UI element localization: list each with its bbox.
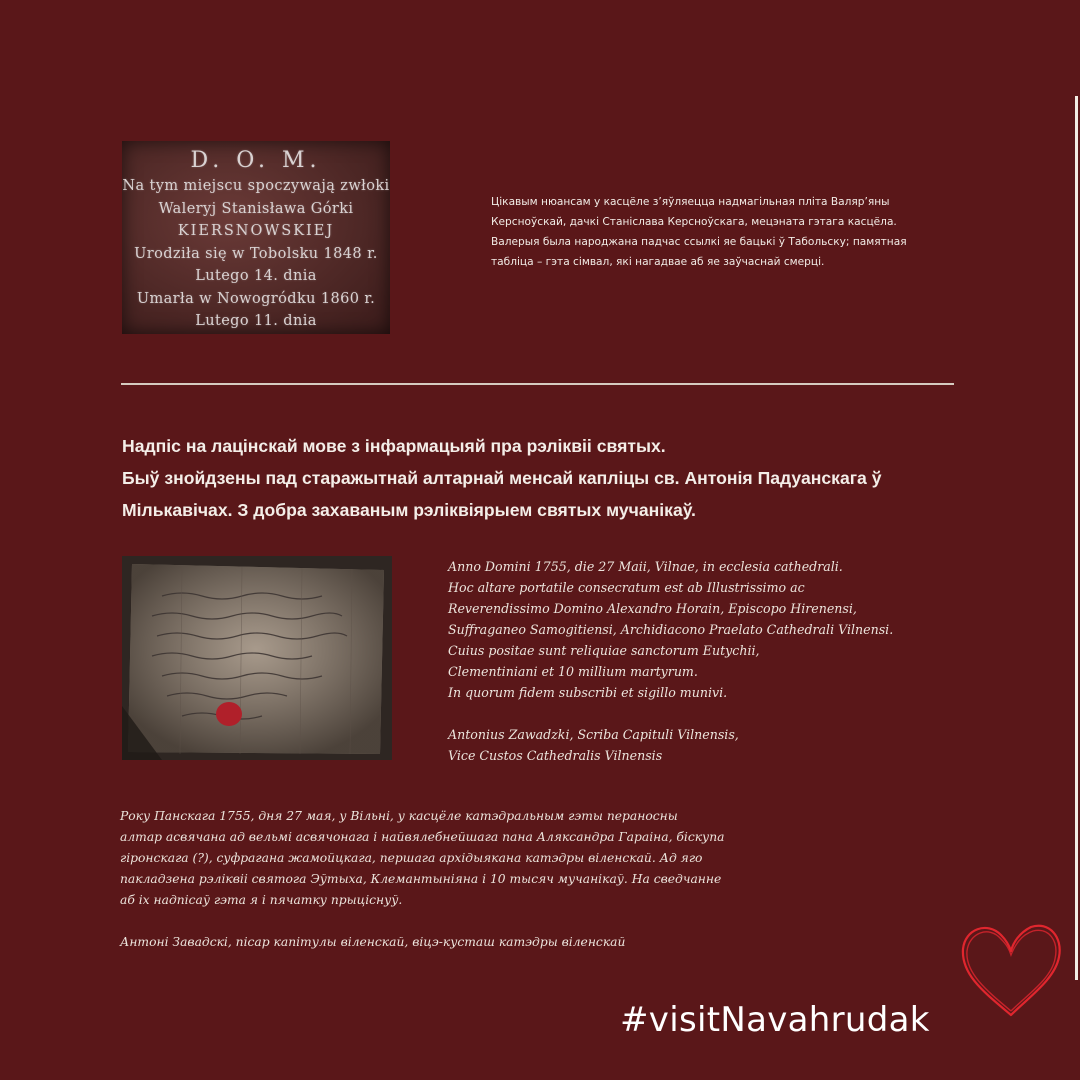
plate-line: Lutego 14. dnia — [195, 268, 317, 284]
plate-line: Waleryj Stanisława Górki — [158, 200, 354, 217]
plate-line: Lutego 11. dnia — [195, 313, 317, 329]
caption-line: табліца – гэта сімвал, які нагадвае аб яе заўчаснай смерці. — [491, 256, 825, 268]
translation-line: Антоні Завадскі, пісар капітулы віленскай, віцэ-кусташ катэдры віленскай — [120, 935, 626, 949]
latin-line: Hoc altare portatile consecratum est ab Illustrissimo ac — [448, 580, 805, 595]
belarusian-translation — [120, 806, 840, 953]
page-edge-strip — [1075, 96, 1078, 980]
caption-line: Керсноўскай, дачкі Станіслава Керсноўскага, мецэната гэтага касцёла. — [491, 216, 897, 228]
heading-line: Мількавічах. З добра захаваным рэлiквiярыем святых мучанікаў. — [122, 500, 696, 520]
latin-line: Cuius positae sunt reliquiae sanctorum Eutychii, — [448, 643, 760, 658]
latin-line — [448, 703, 1008, 724]
latin-inscription — [448, 556, 1008, 766]
latin-line: Suffraganeo Samogitiensi, Archidiacono Praelato Cathedrali Vilnensi. — [448, 622, 894, 637]
heading-line: Быў знойдзены пад старажытнай алтарнай менсай капліцы св. Антонія Падуанскага ў — [122, 468, 882, 488]
latin-line: Clementiniani et 10 millium martyrum. — [448, 664, 698, 679]
heading-line: Надпіс на лацінскай мове з інфармацыяй пра рэлiквii святых. — [122, 436, 666, 456]
latin-line: Reverendissimo Domino Alexandro Horain, Episcopo Hirenensi, — [448, 601, 857, 616]
caption-line: Валерыя была народжана падчас ссылкі яе бацькі ў Табольску; памятная — [491, 236, 907, 248]
translation-line: пакладзена рэлiквii святога Эўтыха, Клемантыніяна і 10 тысяч мучанікаў. На сведчанне — [120, 872, 722, 886]
translation-line: гіронскага (?), суфрагана жамойцкага, першага архідыякана катэдры віленскай. Ад яго — [120, 851, 703, 865]
latin-line: Vice Custos Cathedralis Vilnensis — [448, 748, 663, 763]
plate-line: Umarła w Nowogródku 1860 r. — [136, 290, 376, 307]
latin-line: In quorum fidem subscribi et sigillo munivi. — [448, 685, 728, 700]
tombstone-caption — [491, 192, 971, 272]
latin-line: Antonius Zawadzki, Scriba Capituli Vilnensis, — [448, 727, 739, 742]
translation-line: алтар асвячана ад вельмі асвячонага і найвялебнейшага пана Аляксандра Гараіна, біскупа — [120, 830, 725, 844]
translation-line: аб іх надпісаў гэта я і пячатку прыціснуў. — [120, 893, 403, 907]
manuscript-photo — [122, 556, 392, 760]
translation-line: Року Панскага 1755, дня 27 мая, у Вільні, у касцёле катэдральным гэты пераносны — [120, 809, 678, 823]
latin-line: Anno Domini 1755, die 27 Maii, Vilnae, in ecclesia cathedrali. — [448, 559, 843, 574]
heart-icon — [955, 915, 1067, 1027]
caption-line: Цікавым нюансам у касцёле з’яўляецца надмагільная пліта Валяр’яны — [491, 196, 890, 208]
plate-line: D. O. M. — [190, 148, 322, 173]
plate-line: Na tym miejscu spoczywają zwłoki — [122, 178, 390, 194]
tombstone-plate-image — [122, 141, 390, 334]
plate-line: KIERSNOWSKIEJ — [177, 223, 335, 239]
section-divider — [121, 383, 954, 385]
hashtag: #visitNavahrudak — [620, 1000, 930, 1040]
section-heading — [122, 430, 942, 526]
translation-line — [120, 911, 840, 932]
plate-line: Urodziła się w Tobolsku 1848 r. — [134, 245, 378, 262]
